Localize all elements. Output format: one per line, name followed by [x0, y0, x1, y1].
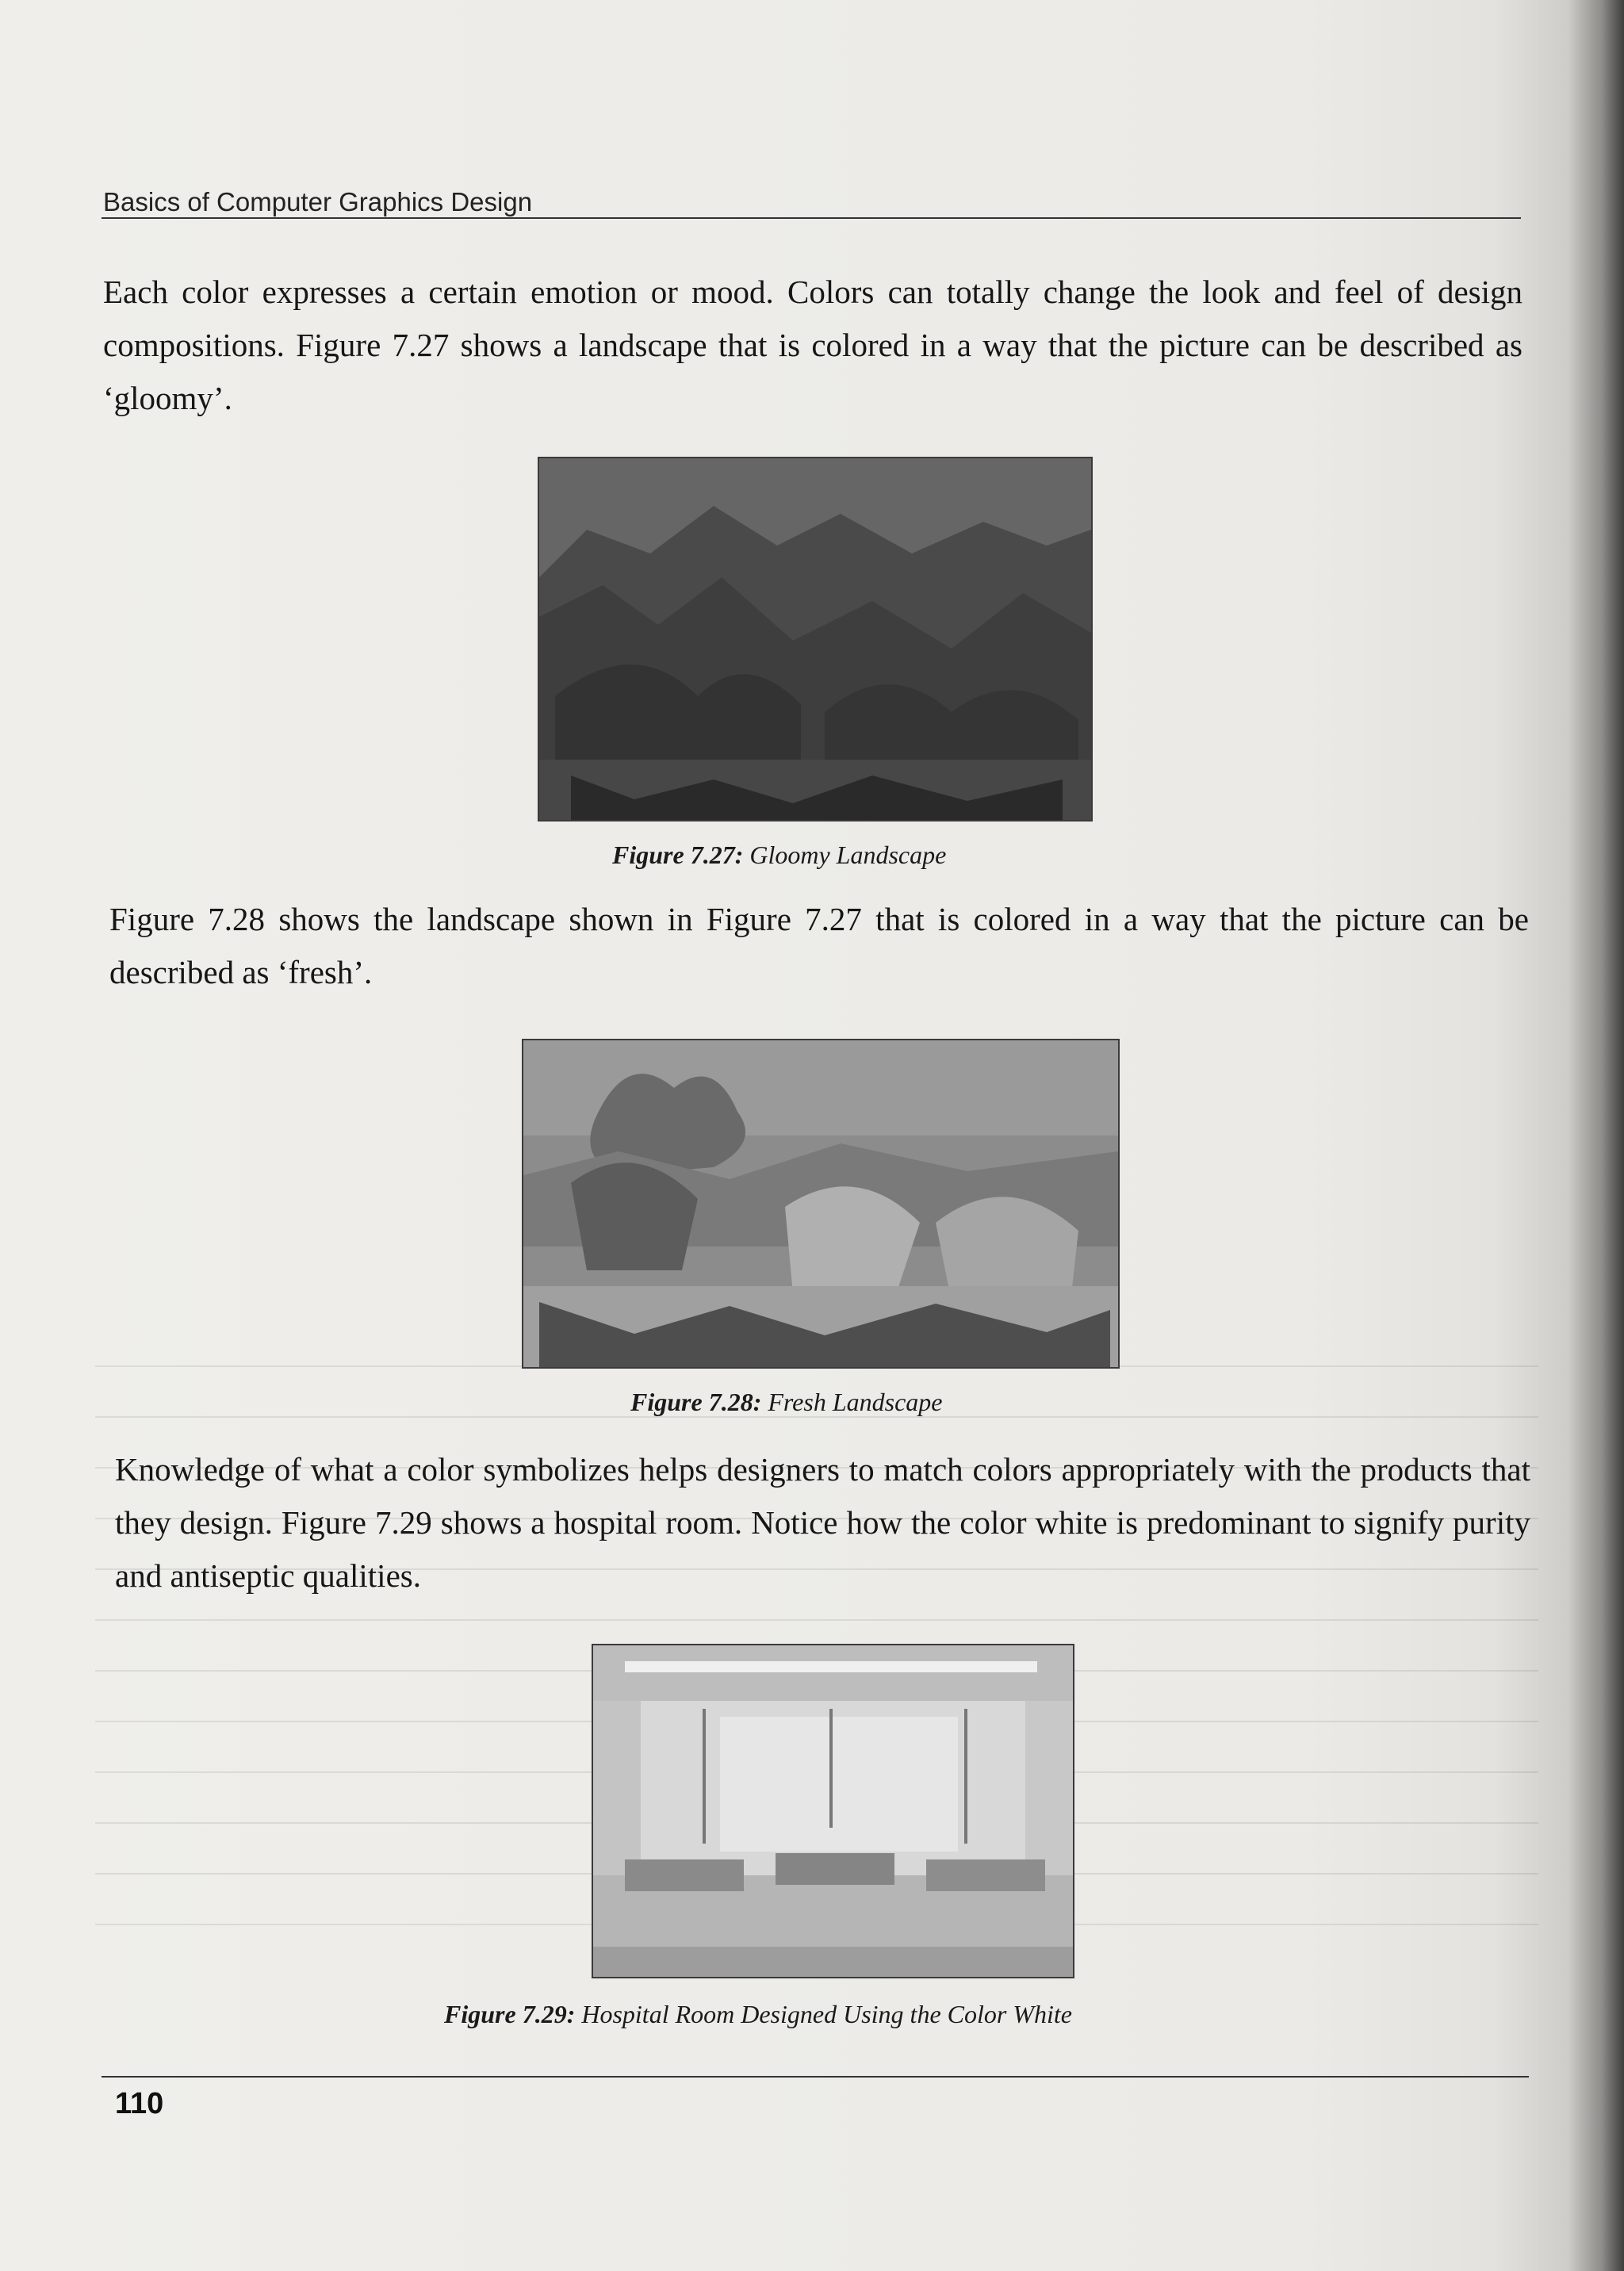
header-rule	[102, 217, 1521, 219]
figure-fresh-landscape	[523, 1040, 1118, 1367]
figure-7-27-title: Gloomy Landscape	[749, 841, 947, 869]
figure-7-28-number: Figure 7.28:	[630, 1388, 762, 1416]
paragraph-fresh: Figure 7.28 shows the landscape shown in Figure 7.27 that is colored in a way that the picture can be described as ‘fresh’.	[109, 901, 1529, 990]
figure-gloomy-landscape	[539, 458, 1091, 820]
figure-hospital-room	[593, 1645, 1073, 1977]
figure-7-28-title: Fresh Landscape	[768, 1388, 943, 1416]
running-header: Basics of Computer Graphics Design	[103, 187, 533, 216]
footer-rule	[102, 2076, 1529, 2078]
page-number: 110	[115, 2087, 164, 2120]
figure-7-29-title: Hospital Room Designed Using the Color White	[581, 2000, 1072, 2028]
figure-7-27-caption	[612, 841, 946, 870]
figure-7-29-number: Figure 7.29:	[444, 2000, 576, 2028]
book-spine-shadow	[1568, 0, 1624, 2271]
paragraph-symbolism: Knowledge of what a color symbolizes helps designers to match colors appropriately with the products that they design. Figure 7.29 shows a hospital room. Notice how the color white is predominant to signify purity and antiseptic qualities.	[115, 1451, 1530, 1594]
paragraph-emotion: Each color expresses a certain emotion or mood. Colors can totally change the look and feel of design compositions. Figure 7.27 shows a landscape that is colored in a way that the picture can be described as ‘gloomy’.	[103, 274, 1522, 416]
figure-7-27-number: Figure 7.27:	[612, 841, 744, 869]
figure-7-29-caption	[444, 2000, 1072, 2029]
figure-7-28-caption	[630, 1388, 942, 1417]
